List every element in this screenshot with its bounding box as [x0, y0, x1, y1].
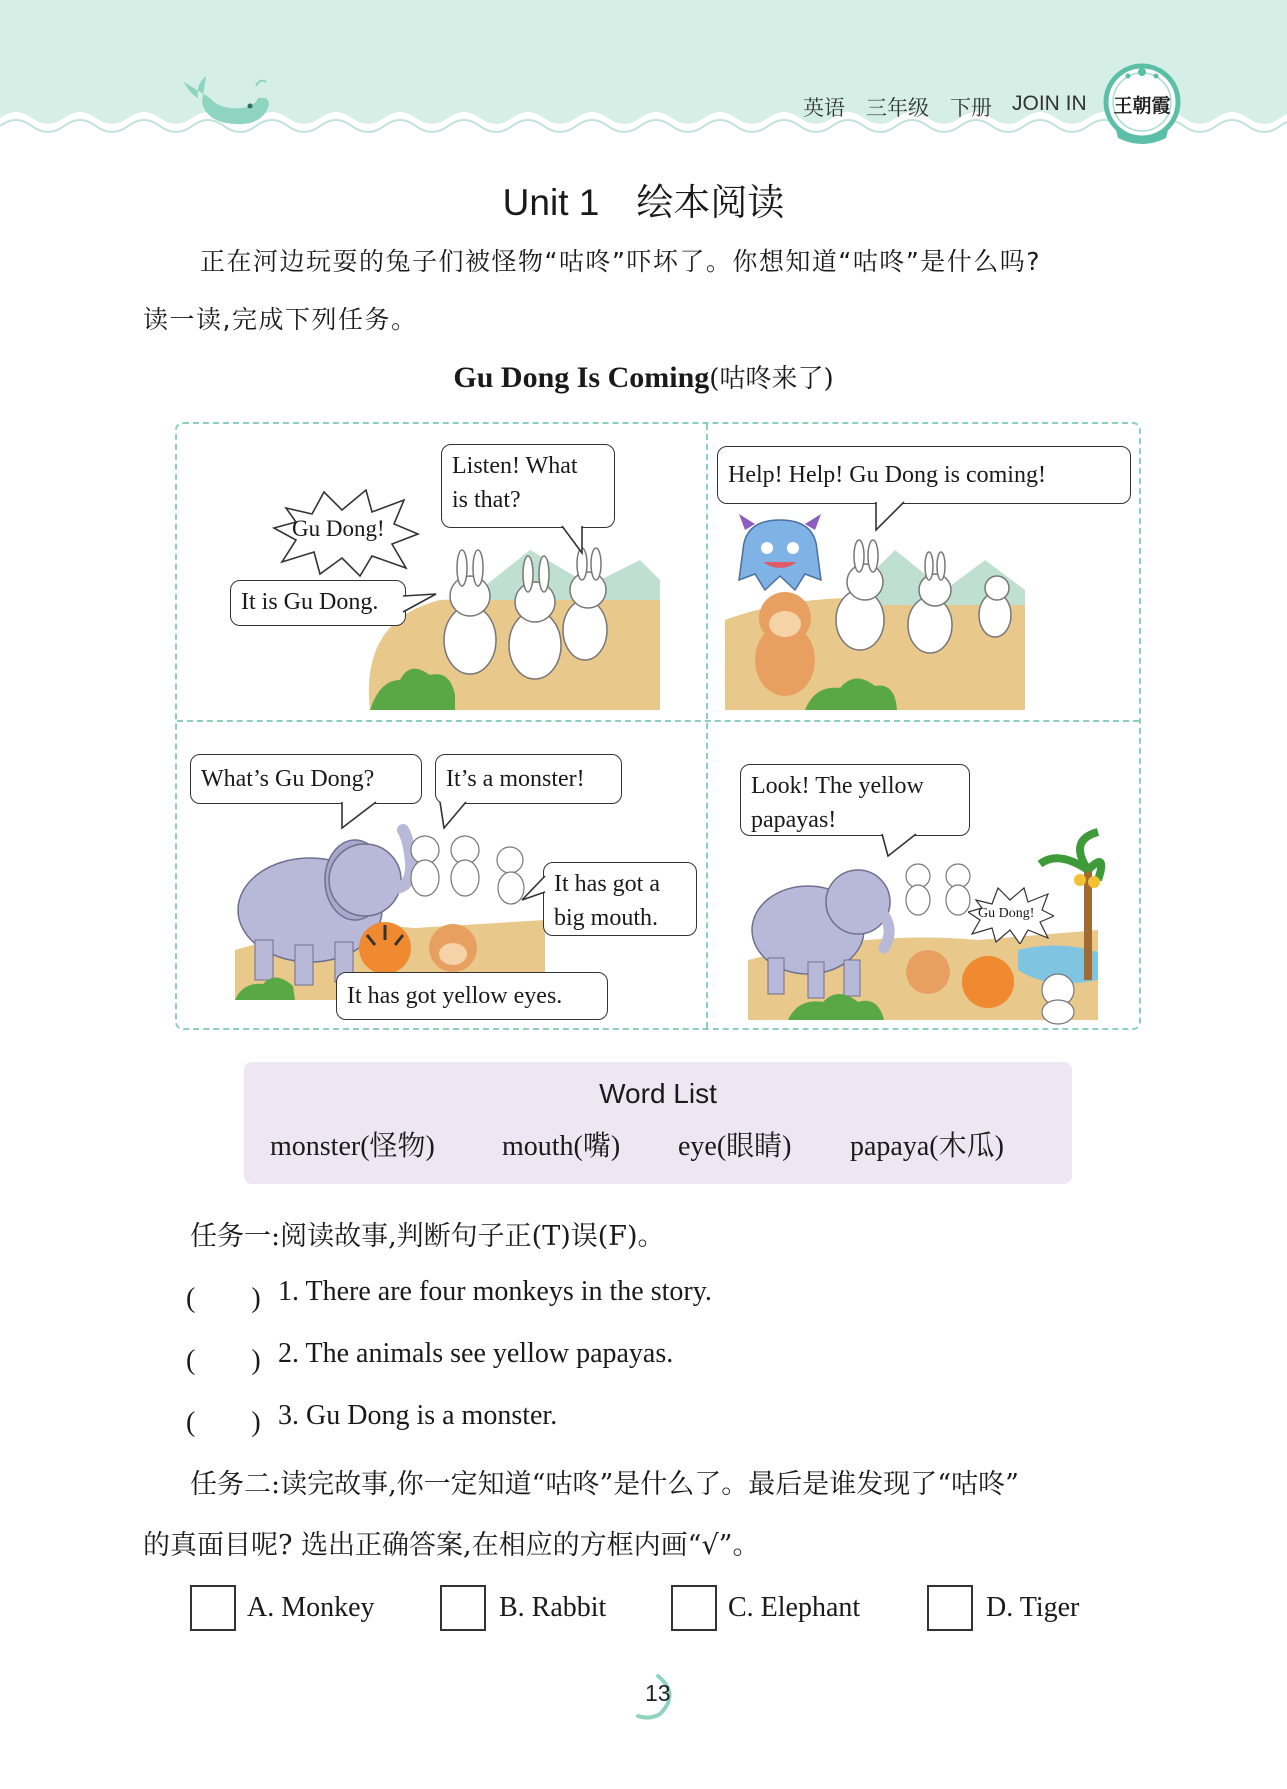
page-title: Unit 1 绘本阅读: [502, 182, 785, 223]
task1-answer-bracket[interactable]: ( ): [186, 1345, 261, 1376]
option-elephant: C. Elephant: [728, 1592, 861, 1623]
panel3-bubble-eyes: It has got yellow eyes.: [336, 972, 608, 1020]
bubble-tail: [340, 800, 380, 830]
panel3-illustration: [215, 800, 545, 1000]
header-grade: 三年级: [866, 97, 929, 120]
bubble-tail: [438, 800, 468, 830]
panel1-burst-text: Gu Dong!: [292, 516, 385, 541]
panel1-bubble-listen-line1: Listen! What: [452, 453, 578, 479]
tiger-figure: [359, 922, 411, 974]
checkbox-elephant[interactable]: [671, 1585, 717, 1631]
task2-instruction-line-1: 任务二:读完故事,你一定知道“咕咚”是什么了。最后是谁发现了“咕咚”: [190, 1469, 1019, 1500]
panel1-bubble-gudong: It is Gu Dong.: [230, 580, 406, 626]
panel3-bubble-whats: What’s Gu Dong?: [190, 754, 422, 804]
panel2-illustration: [725, 510, 1025, 710]
story-title: [0, 358, 1287, 395]
panel3-bubble-mouth: [543, 862, 697, 936]
monster-figure: [739, 514, 821, 590]
tiger-figure-2: [962, 956, 1014, 1008]
intro-line-1: 正在河边玩耍的兔子们被怪物“咕咚”吓坏了。你想知道“咕咚”是什么吗?: [200, 247, 1042, 276]
story-title-en: Gu Dong Is Coming: [453, 361, 710, 394]
header-subject: 英语: [803, 97, 845, 120]
header-volume: 下册: [950, 97, 992, 120]
header-edition: JOIN IN: [1012, 92, 1087, 115]
option-tiger: D. Tiger: [986, 1592, 1080, 1623]
word-list-item: mouth(嘴): [502, 1131, 621, 1162]
panel3-bubble-monster: It’s a monster!: [435, 754, 622, 804]
bubble-tail: [880, 832, 920, 858]
word-list-item: papaya(木瓜): [850, 1131, 1004, 1162]
bubble-tail: [874, 500, 908, 532]
whale-icon: [176, 72, 276, 136]
page-number-badge: [610, 1670, 680, 1720]
panel4-bubble-look-line2: papayas!: [751, 807, 837, 833]
panel3-bubble-mouth-line2: big mouth.: [554, 905, 659, 931]
task1-answer-bracket[interactable]: ( ): [186, 1283, 261, 1314]
task2-instruction-line-2: 的真面目呢? 选出正确答案,在相应的方框内画“√”。: [143, 1530, 760, 1561]
comic-divider-vertical: [706, 424, 708, 1028]
word-list-item: eye(眼睛): [678, 1131, 792, 1162]
task1-answer-bracket[interactable]: ( ): [186, 1407, 261, 1438]
panel4-bubble-look-line1: Look! The yellow: [751, 773, 924, 799]
word-list-item: monster(怪物): [270, 1131, 435, 1162]
story-title-cn: (咕咚来了): [709, 364, 834, 394]
checkbox-rabbit[interactable]: [440, 1585, 486, 1631]
page-number: 13: [645, 1680, 671, 1706]
task1-item-1: 1. There are four monkeys in the story.: [278, 1276, 712, 1307]
panel1-bubble-listen-line2: is that?: [452, 487, 521, 513]
panel3-bubble-mouth-line1: It has got a: [554, 871, 660, 897]
panel4-burst-text: Gu Dong!: [978, 906, 1035, 921]
task1-item-2: 2. The animals see yellow papayas.: [278, 1338, 674, 1369]
bubble-tail: [560, 525, 590, 555]
panel2-bubble-help: Help! Help! Gu Dong is coming!: [717, 446, 1131, 504]
intro-line-2: 读一读,完成下列任务。: [143, 305, 418, 334]
panel1-bubble-listen: [441, 444, 615, 528]
checkbox-monkey[interactable]: [190, 1585, 236, 1631]
brand-seal-icon: [1102, 58, 1182, 146]
bubble-tail: [402, 592, 438, 622]
monkey-figure-2: [429, 924, 477, 972]
panel4-bubble-look: [740, 764, 970, 836]
word-list-title: Word List: [599, 1078, 717, 1109]
brand-logo-text: 王朝霞: [1113, 95, 1171, 117]
comic-divider-horizontal: [177, 720, 1139, 722]
bubble-tail: [520, 874, 546, 904]
monkey-figure: [755, 592, 815, 696]
monkey-figure-3: [906, 950, 950, 994]
option-rabbit: B. Rabbit: [499, 1592, 607, 1623]
task1-item-3: 3. Gu Dong is a monster.: [278, 1400, 558, 1431]
task1-instruction: 任务一:阅读故事,判断句子正(T)误(F)。: [190, 1221, 665, 1252]
checkbox-tiger[interactable]: [927, 1585, 973, 1631]
option-monkey: A. Monkey: [247, 1592, 375, 1623]
